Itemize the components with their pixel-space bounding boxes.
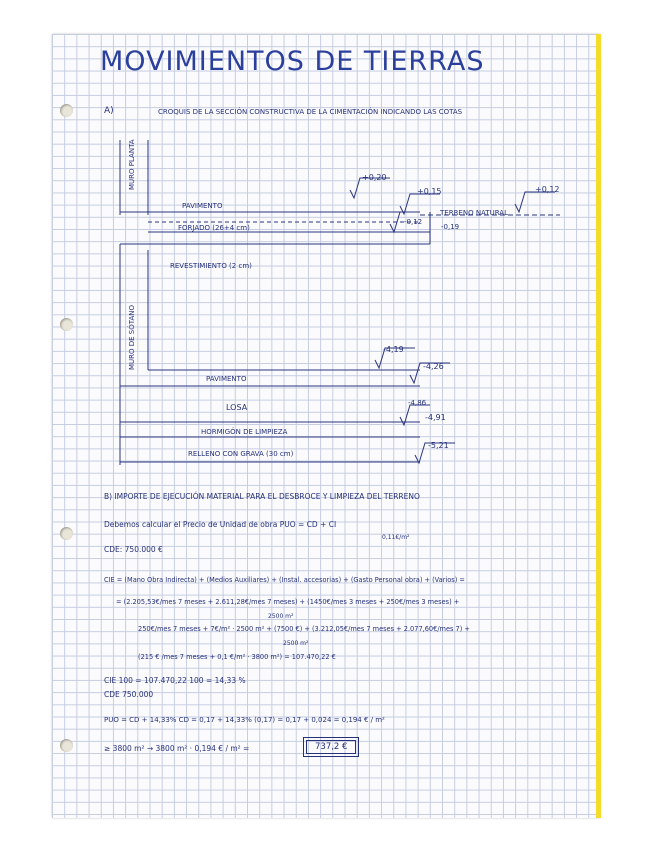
ratio-numerator: CIE 100 = 107.470,22 100 = 14,33 %	[104, 676, 246, 685]
calc-line: 250€/mes 7 meses + 7€/m² · 2500 m² + (7500 €) + (3.212,05€/mes 7 meses + 2.077,60€/mes 7) +	[138, 625, 470, 633]
layer-label: TERRENO NATURAL	[440, 209, 508, 217]
section-a-letter: A)	[104, 106, 114, 116]
result-total: 737,2 €	[306, 740, 356, 754]
level-mark	[400, 194, 440, 214]
calc-line: PUO = CD + 14,33% CD = 0,17 + 14,33% (0,17) = 0,17 + 0,024 = 0,194 € / m²	[104, 716, 385, 724]
layer-label: PAVIMENTO	[206, 375, 247, 383]
wall-label-upper: MURO PLANTA	[128, 139, 136, 190]
layer-label: PAVIMENTO	[182, 202, 223, 210]
layer-label: HORMIGÓN DE LIMPIEZA	[201, 428, 288, 436]
level-value: -0,19	[441, 223, 460, 231]
level-value: -4,86	[408, 399, 427, 407]
page-title: MOVIMIENTOS DE TIERRAS	[100, 46, 485, 77]
calc-line: CDE: 750.000 €	[104, 545, 163, 554]
level-value: +0,15	[417, 187, 442, 196]
calc-note: 2500 m²	[283, 640, 309, 647]
ratio-denominator: CDE 750.000	[104, 690, 154, 699]
level-value: -4,26	[423, 362, 444, 371]
wall-label-lower: MURO DE SÓTANO	[128, 304, 136, 370]
calc-line: (215 € /mes 7 meses + 0,1 €/m² · 3800 m²) = 107.470,22 €	[138, 653, 336, 661]
layer-label: RELLENO CON GRAVA (30 cm)	[188, 450, 294, 458]
calc-line: CIE = (Mano Obra Indirecta) + (Medios Auxiliares) + (Instal. accesorias) + (Gasto Personal obra) + (Varios) =	[104, 576, 465, 584]
level-value: -4,91	[425, 413, 446, 422]
level-value: +0,20	[362, 173, 387, 182]
calc-line: Debemos calcular el Precio de Unidad de obra PUO = CD + CI	[104, 520, 337, 529]
layer-label: REVESTIMIENTO (2 cm)	[170, 262, 252, 270]
calc-unit: 0,11€/m²	[382, 534, 410, 541]
section-b-heading: B) IMPORTE DE EJECUCIÓN MATERIAL PARA EL DESBROCE Y LIMPIEZA DEL TERRENO	[104, 492, 420, 501]
level-mark	[515, 192, 555, 212]
level-value: +0,12	[535, 185, 560, 194]
section-a-heading: CROQUIS DE LA SECCIÓN CONSTRUCTIVA DE LA CIMENTACIÓN INDICANDO LAS COTAS	[158, 108, 463, 116]
calc-note: 2500 m²	[268, 613, 294, 620]
level-value: -0,12	[404, 218, 423, 226]
level-value: -5,21	[428, 441, 449, 450]
layer-label: FORJADO (26+4 cm)	[178, 224, 250, 232]
level-value: -4,19	[383, 345, 404, 354]
calc-line: = (2.205,53€/mes 7 meses + 2.611,28€/mes 7 meses) + (1450€/mes 3 meses + 250€/mes 3 meses) +	[116, 598, 460, 606]
calc-line: ≥ 3800 m² → 3800 m² · 0,194 € / m² =	[104, 744, 250, 753]
layer-label: LOSA	[226, 403, 248, 412]
